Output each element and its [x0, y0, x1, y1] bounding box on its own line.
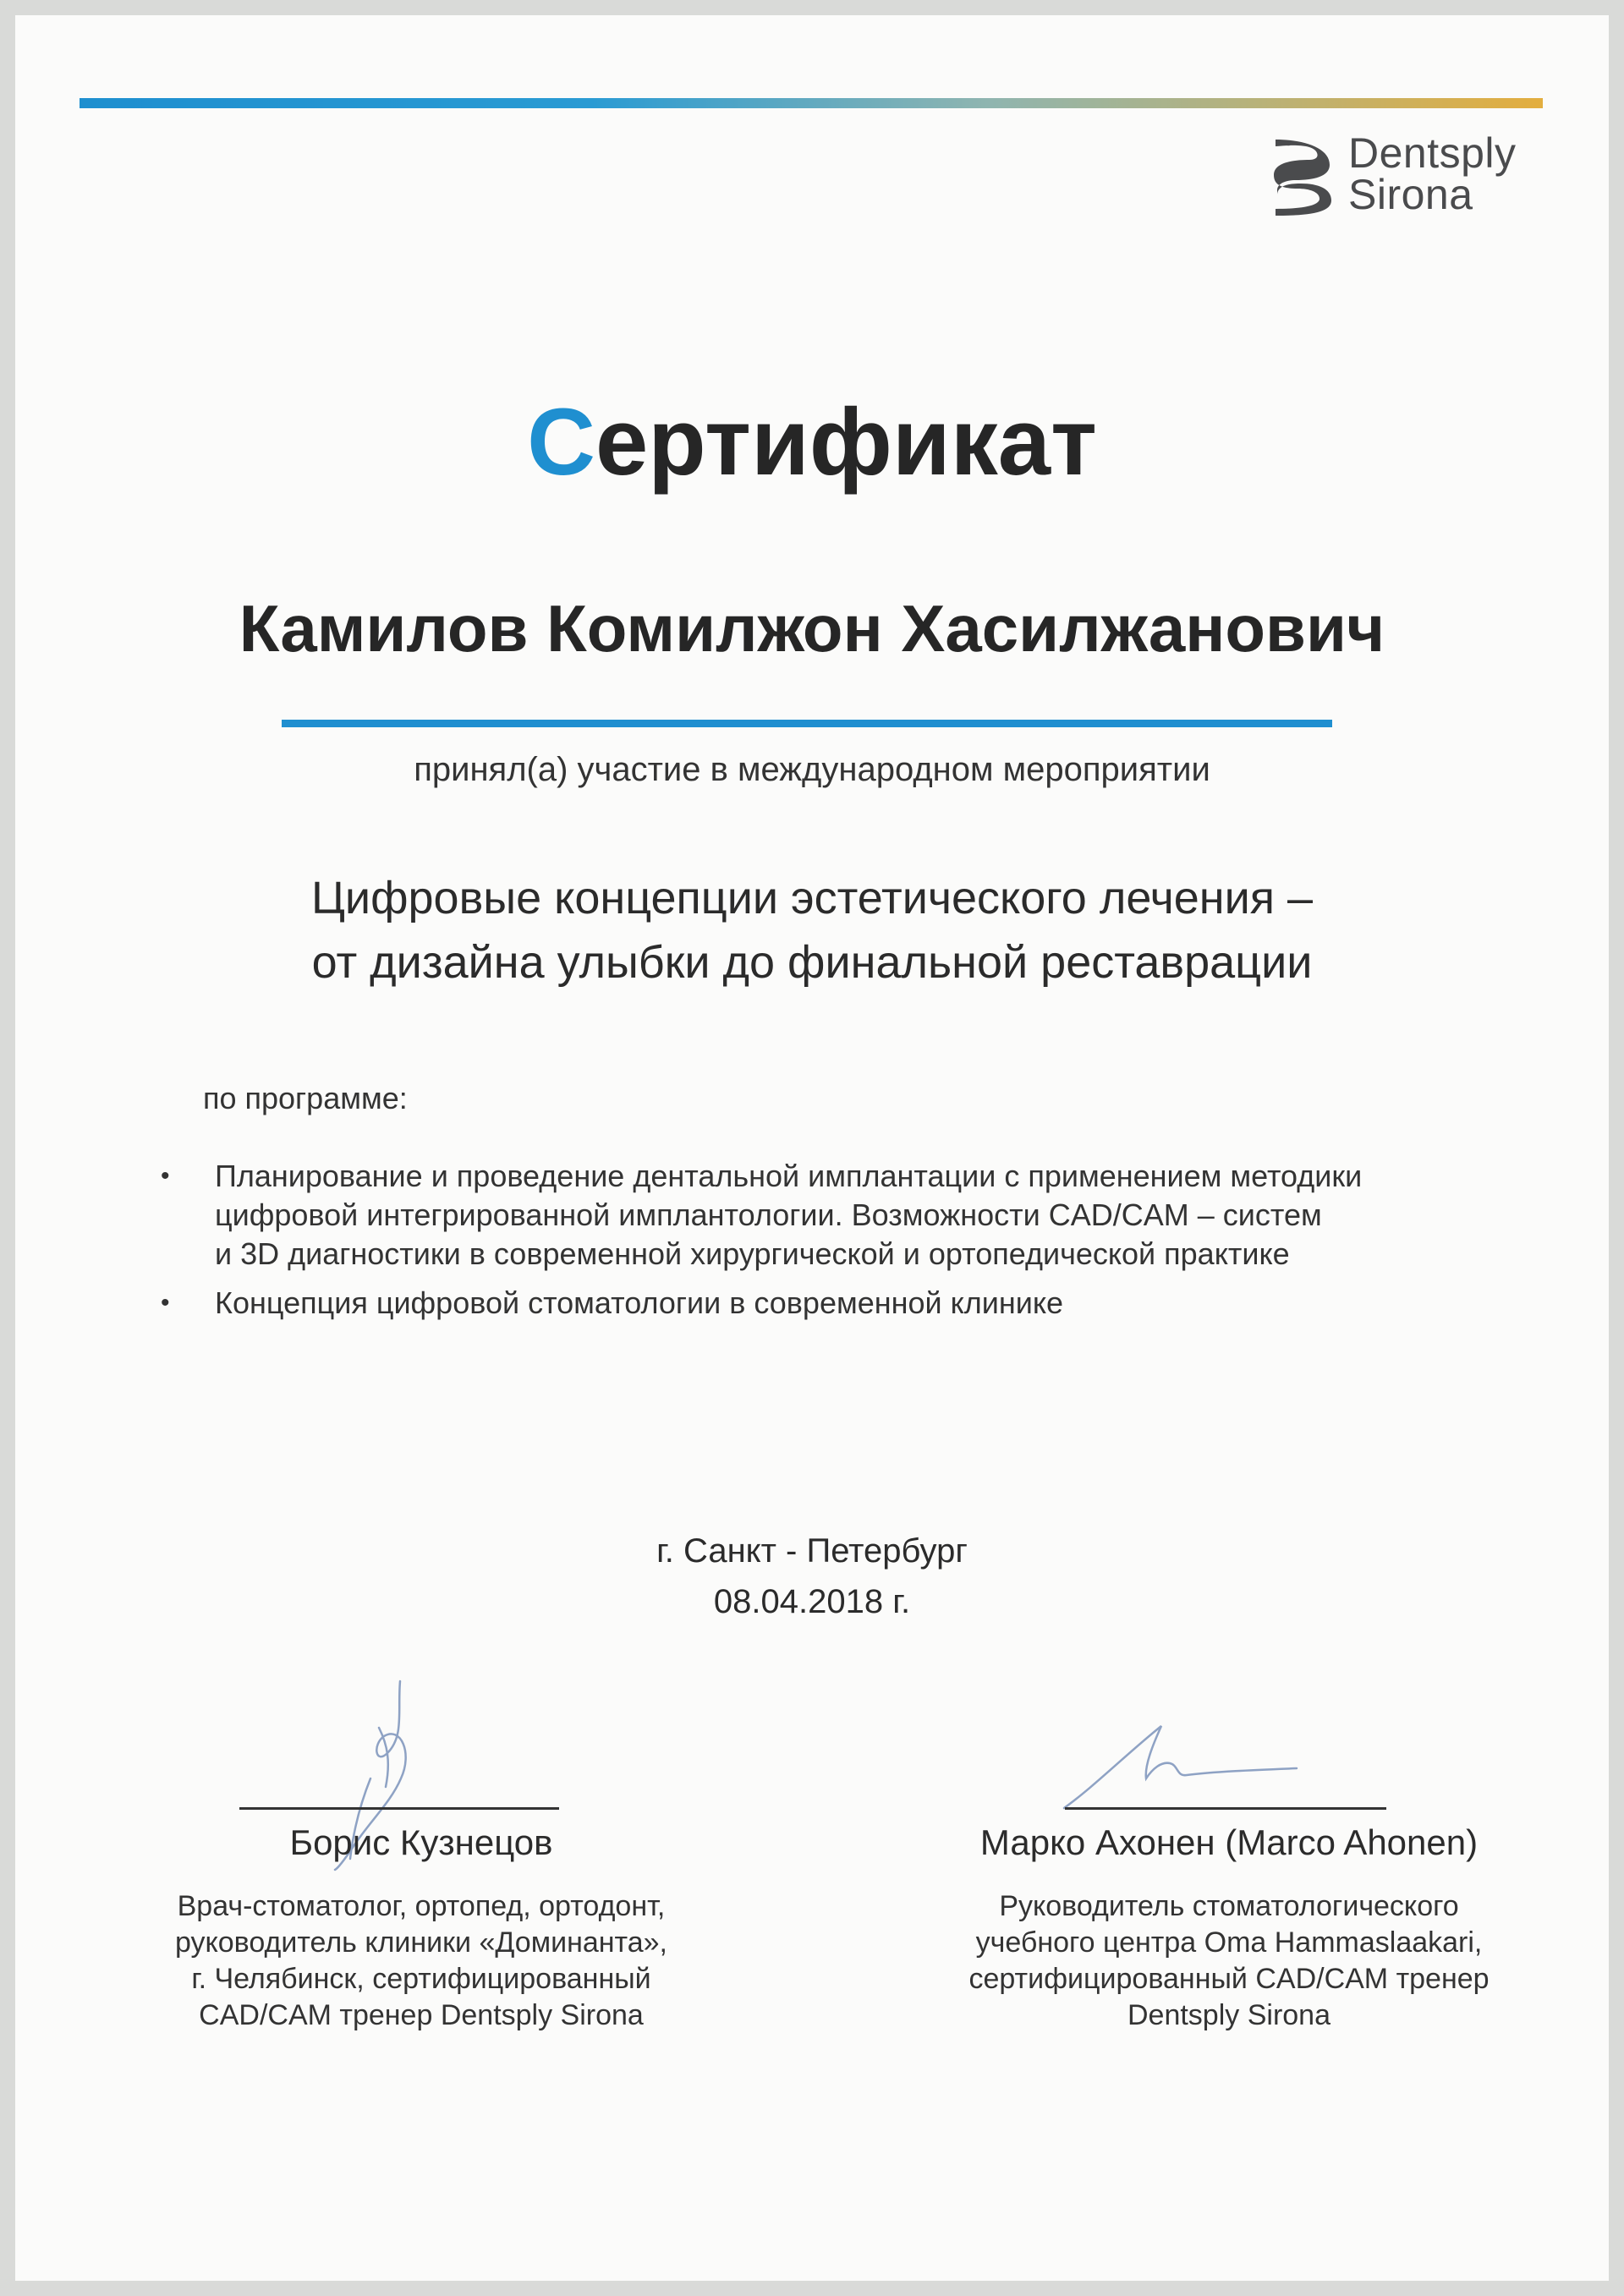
- name-underline: [282, 720, 1332, 727]
- place-and-date: [15, 1526, 1609, 1627]
- signatory-right-desc-line: Руководитель стоматологического: [999, 1890, 1459, 1922]
- event-title-line-2: от дизайна улыбки до финальной реставрации: [311, 937, 1313, 988]
- signatory-left-desc-line: г. Челябинск, сертифицированный: [191, 1963, 651, 1995]
- signatory-right-desc-line: учебного центра Oma Hammaslaakari,: [975, 1926, 1483, 1959]
- recipient-name: Камилов Комилжон Хасилжанович: [239, 591, 1385, 666]
- signatory-left-description: [134, 1888, 709, 2034]
- certificate-title: [15, 387, 1609, 497]
- signatory-right-desc-line: Dentsply Sirona: [1127, 1999, 1330, 2031]
- program-label: по программе:: [203, 1081, 408, 1115]
- program-item-line: • Концепция цифровой стоматологии в современной клинике: [215, 1285, 1064, 1320]
- handwritten-signature-right: [1060, 1719, 1305, 1812]
- brand-line-2: Sirona: [1348, 171, 1473, 218]
- brand-logo: [1270, 129, 1550, 222]
- signature-line-left: [239, 1807, 559, 1810]
- signatory-right-desc-line: сертифицированный CAD/CAM тренер: [968, 1963, 1490, 1995]
- event-title-line-1: Цифровые концепции эстетического лечения –: [310, 873, 1314, 923]
- city: г. Санкт - Петербург: [656, 1532, 968, 1570]
- signature-line-right: [1065, 1807, 1386, 1810]
- signatory-right-description: [933, 1888, 1525, 2034]
- signatory-right-name: Марко Ахонен (Marco Ahonen): [979, 1822, 1479, 1862]
- program-list: [151, 1157, 1538, 1333]
- title-first-letter: С: [527, 389, 595, 495]
- title-rest: ертификат: [595, 389, 1097, 495]
- program-item-line: • Планирование и проведение дентальной имплантации с применением методики: [215, 1159, 1363, 1193]
- participation-text: принял(а) участие в международном мероприятии: [414, 751, 1210, 788]
- brand-line-1: Dentsply: [1348, 129, 1517, 177]
- top-gradient-bar: [80, 98, 1543, 108]
- dentsply-sirona-logo-icon: [1270, 136, 1336, 217]
- brand-name: [1348, 129, 1517, 218]
- certificate-page: [15, 15, 1609, 2281]
- signatory-left-desc-line: руководитель клиники «Доминанта»,: [174, 1926, 668, 1959]
- program-item: [151, 1284, 1538, 1323]
- signatory-left-desc-line: Врач-стоматолог, ортопед, ортодонт,: [177, 1890, 666, 1922]
- date: 08.04.2018 г.: [713, 1583, 911, 1620]
- signatory-left-desc-line: CAD/CAM тренер Dentsply Sirona: [199, 1999, 644, 2031]
- signatory-left-name: Борис Кузнецов: [289, 1822, 553, 1862]
- program-item: [151, 1157, 1538, 1274]
- program-item-line: цифровой интегрированной имплантологии. Возможности CAD/CAM – систем: [215, 1197, 1322, 1232]
- program-item-line: и 3D диагностики в современной хирургической и ортопедической практике: [215, 1236, 1290, 1271]
- event-title: [15, 866, 1609, 995]
